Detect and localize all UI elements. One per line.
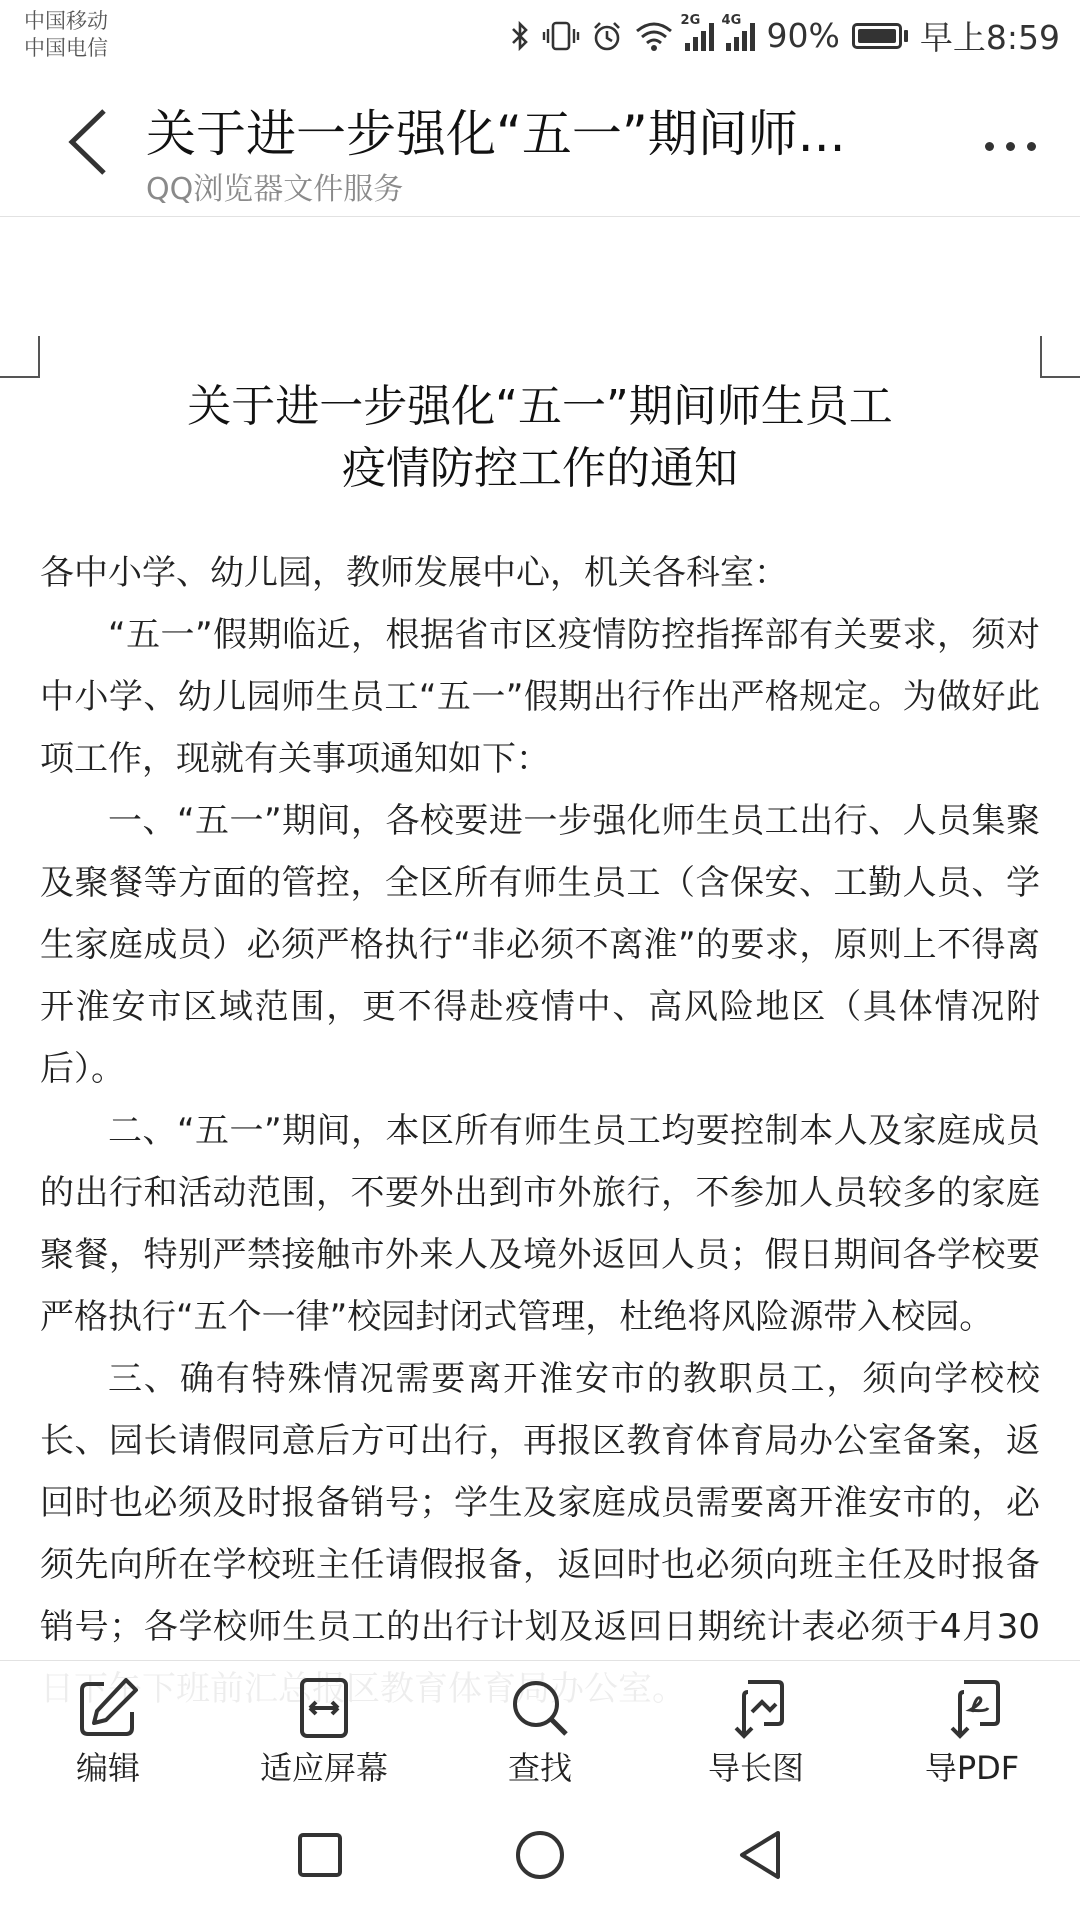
export-pdf-label: 导PDF <box>924 1749 1020 1787</box>
vibrate-icon <box>543 20 579 52</box>
nav-back-button[interactable] <box>650 1805 870 1905</box>
edit-label: 编辑 <box>75 1749 140 1787</box>
fit-screen-icon <box>289 1675 359 1741</box>
export-image-icon <box>721 1675 791 1741</box>
document-viewer[interactable] <box>0 216 1080 1660</box>
nav-recents-button[interactable] <box>210 1805 430 1905</box>
home-circle-icon <box>514 1829 566 1881</box>
signal-2g-icon <box>680 12 714 51</box>
export-long-image-button[interactable] <box>648 1661 864 1791</box>
bluetooth-icon <box>509 20 531 52</box>
signal-4g-label: 4G <box>721 12 742 28</box>
page-corner-mark-right <box>1040 336 1080 378</box>
system-navigation-bar <box>0 1790 1080 1920</box>
document-paragraph: 二、“五一”期间，本区所有师生员工均要控制本人及家庭成员的出行和活动范围，不要外出到市外旅行，不参加人员较多的家庭聚餐，特别严禁接触市外来人及境外返回人员；假日期间各学校要严格执行“五个一律”校园封闭式管理，杜绝将风险源带入校园。 <box>40 1111 1040 1337</box>
more-dot-icon <box>1027 142 1036 151</box>
document-title-line-2: 疫情防控工作的通知 <box>342 443 738 494</box>
more-dot-icon <box>1006 142 1015 151</box>
edit-icon <box>73 1675 143 1741</box>
carrier-1: 中国移动 <box>24 9 108 33</box>
carrier-info <box>24 8 108 62</box>
battery-icon <box>852 23 908 49</box>
search-icon <box>505 1675 575 1741</box>
nav-home-button[interactable] <box>430 1805 650 1905</box>
export-pdf-icon <box>937 1675 1007 1741</box>
more-options-button[interactable] <box>970 116 1050 176</box>
fit-screen-label: 适应屏幕 <box>259 1749 388 1787</box>
document-paragraph: 一、“五一”期间，各校要进一步强化师生员工出行、人员集聚及聚餐等方面的管控，全区所有师生员工（含保安、工勤人员、学生家庭成员）必须严格执行“非必须不离淮”的要求，原则上不得离开淮安市区域范围，更不得赴疫情中、高风险地区（具体情况附后）。 <box>40 801 1040 1089</box>
battery-percent: 90% <box>766 16 840 55</box>
find-label: 查找 <box>507 1749 572 1787</box>
back-button[interactable] <box>48 102 128 182</box>
signal-4g-icon <box>721 12 755 51</box>
signal-2g-label: 2G <box>680 12 701 28</box>
wifi-icon <box>635 21 673 51</box>
find-button[interactable] <box>432 1661 648 1791</box>
app-header <box>0 72 1080 217</box>
status-icons <box>509 12 1060 59</box>
recents-square-icon <box>296 1831 344 1879</box>
clock: 早上8:59 <box>919 18 1060 57</box>
page-subtitle: QQ浏览器文件服务 <box>146 172 404 207</box>
page-title: 关于进一步强化“五一”期间师... <box>146 105 846 163</box>
alarm-icon <box>591 20 623 52</box>
status-bar <box>0 0 1080 72</box>
export-long-image-label: 导长图 <box>707 1749 804 1787</box>
document-paragraph: 三、确有特殊情况需要离开淮安市的教职员工，须向学校校长、园长请假同意后方可出行，再报区教育体育局办公室备案，返回时也必须及时报备销号；学生及家庭成员需要离开淮安市的，必须先向所在学校班主任请假报备，返回时也必须向班主任及时报备销号；各学校师生员工的出行计划及返回日期统计表必须于4月30 <box>40 1359 1040 1647</box>
document-body <box>40 542 1040 1720</box>
bottom-toolbar <box>0 1660 1080 1791</box>
document-salutation: 各中小学、幼儿园，教师发展中心，机关各科室： <box>40 553 788 593</box>
edit-button[interactable] <box>0 1661 216 1791</box>
fit-screen-button[interactable] <box>216 1661 432 1791</box>
document-title-line-1: 关于进一步强化“五一”期间师生员工 <box>187 381 893 432</box>
page-corner-mark-left <box>0 336 40 378</box>
document-paragraph: “五一”假期临近，根据省市区疫情防控指挥部有关要求，须对中小学、幼儿园师生员工“五一”假期出行作出严格规定。为做好此项工作，现就有关事项通知如下： <box>40 615 1040 779</box>
back-triangle-icon <box>736 1829 784 1881</box>
export-pdf-button[interactable] <box>864 1661 1080 1791</box>
document-title <box>0 376 1080 500</box>
carrier-2: 中国电信 <box>24 36 108 60</box>
chevron-left-icon <box>66 107 110 177</box>
more-dot-icon <box>985 142 994 151</box>
